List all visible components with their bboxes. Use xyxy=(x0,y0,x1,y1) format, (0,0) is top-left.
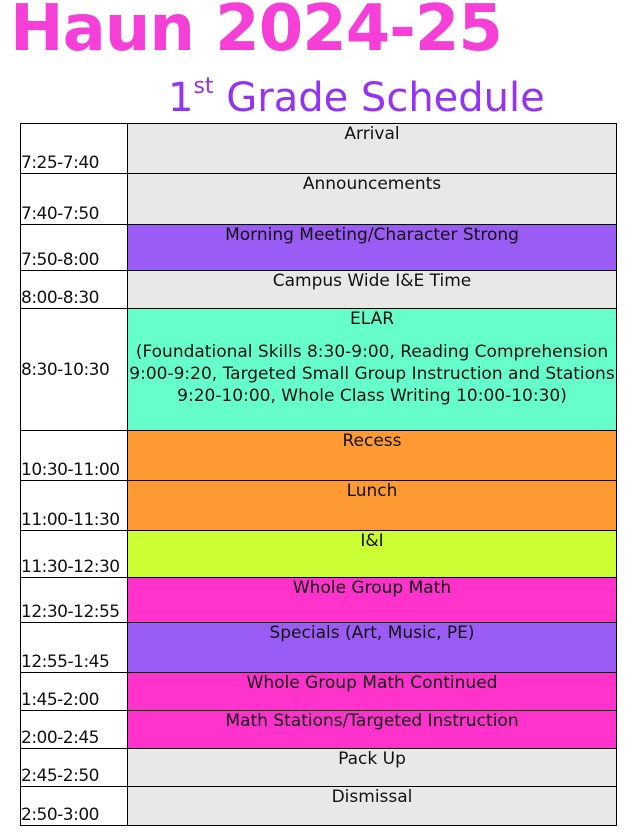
table-row xyxy=(21,711,617,749)
time-cell: 12:30-12:55 xyxy=(21,578,128,623)
activity-label: Whole Group Math Continued xyxy=(246,673,498,693)
activity-label: Pack Up xyxy=(338,749,406,769)
activity-cell xyxy=(128,124,617,174)
time-cell: 7:40-7:50 xyxy=(21,174,128,225)
activity-cell xyxy=(128,309,617,431)
activity-cell xyxy=(128,225,617,271)
activity-cell xyxy=(128,673,617,711)
activity-cell xyxy=(128,578,617,623)
activity-cell xyxy=(128,787,617,826)
activity-label: ELAR xyxy=(349,309,395,329)
activity-cell xyxy=(128,749,617,787)
time-cell: 2:50-3:00 xyxy=(21,787,128,826)
time-cell: 7:50-8:00 xyxy=(21,225,128,271)
activity-label: Campus Wide I&E Time xyxy=(272,271,472,291)
time-cell: 10:30-11:00 xyxy=(21,431,128,481)
activity-cell xyxy=(128,481,617,531)
time-cell: 7:25-7:40 xyxy=(21,124,128,174)
subtitle-text: Grade Schedule xyxy=(213,75,545,121)
activity-label: Whole Group Math xyxy=(292,578,452,598)
activity-label: Recess xyxy=(342,431,402,451)
time-cell: 11:00-11:30 xyxy=(21,481,128,531)
table-row xyxy=(21,673,617,711)
activity-cell xyxy=(128,531,617,578)
activity-cell xyxy=(128,271,617,309)
table-row xyxy=(21,578,617,623)
table-row xyxy=(21,787,617,826)
activity-cell xyxy=(128,431,617,481)
time-cell: 11:30-12:30 xyxy=(21,531,128,578)
table-row xyxy=(21,531,617,578)
time-cell: 1:45-2:00 xyxy=(21,673,128,711)
activity-label: Morning Meeting/Character Strong xyxy=(225,225,519,245)
activity-label: Specials (Art, Music, PE) xyxy=(269,623,475,643)
page-subtitle xyxy=(168,73,545,121)
time-cell: 2:00-2:45 xyxy=(21,711,128,749)
schedule-table xyxy=(20,123,617,826)
activity-label: Math Stations/Targeted Instruction xyxy=(225,711,519,731)
activity-label: Arrival xyxy=(344,124,400,144)
page-title: Haun 2024-25 xyxy=(10,0,502,66)
activity-cell xyxy=(128,711,617,749)
time-cell: 8:00-8:30 xyxy=(21,271,128,309)
subtitle-ordinal: st xyxy=(193,73,214,99)
time-cell: 12:55-1:45 xyxy=(21,623,128,673)
activity-cell xyxy=(128,174,617,225)
subtitle-number: 1 xyxy=(168,75,194,121)
table-row xyxy=(21,623,617,673)
activity-detail: (Foundational Skills 8:30-9:00, Reading Comprehension 9:00-9:20, Targeted Small Group Instruction and Stations 9:20-10:00, Whole Class Writing 10:00-10:30) xyxy=(129,342,615,406)
table-row xyxy=(21,225,617,271)
table-row xyxy=(21,271,617,309)
table-row xyxy=(21,749,617,787)
table-row xyxy=(21,309,617,431)
table-row xyxy=(21,431,617,481)
activity-label: Lunch xyxy=(346,481,398,501)
table-row xyxy=(21,174,617,225)
activity-label: I&I xyxy=(360,531,384,551)
activity-label: Announcements xyxy=(302,174,442,194)
table-row xyxy=(21,481,617,531)
time-cell: 2:45-2:50 xyxy=(21,749,128,787)
time-cell: 8:30-10:30 xyxy=(21,309,128,431)
activity-cell xyxy=(128,623,617,673)
table-row xyxy=(21,124,617,174)
activity-label: Dismissal xyxy=(331,787,413,807)
